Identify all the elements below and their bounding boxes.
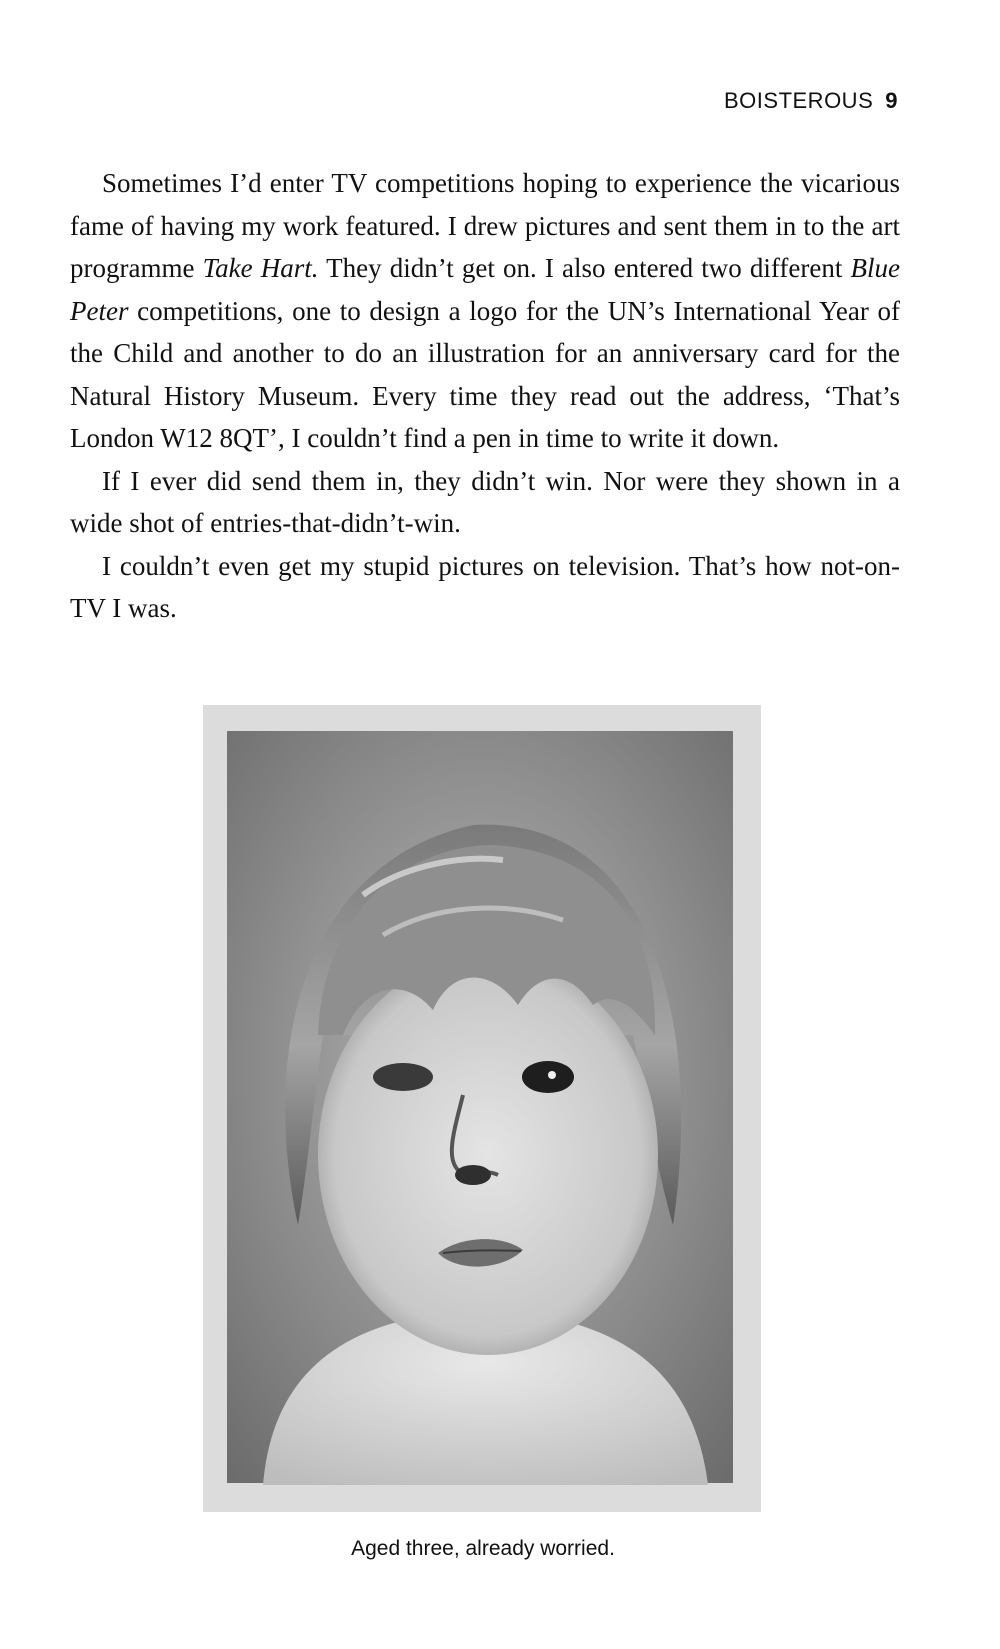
take-hart-title: Take Hart. — [202, 253, 319, 283]
running-head — [724, 88, 898, 114]
child-portrait-photo — [203, 705, 761, 1512]
page-number: 9 — [885, 88, 898, 113]
paragraph-1-part-3: competitions, one to design a logo for the UN’s International Year of the Child and another to do an illustration for an anniversary card for the Natural History Museum. Every time they read out the address, ‘That’s London W12 8QT’, I couldn’t find a pen in time to write it down. — [70, 295, 900, 453]
paragraph-1 — [70, 162, 900, 460]
paragraph-3: I couldn’t even get my stupid pictures on television. That’s how not-on-TV I was. — [70, 550, 900, 623]
portrait-illustration — [203, 705, 761, 1512]
blue-peter-title: Blue Peter — [70, 253, 900, 326]
section-title: BOISTEROUS — [724, 88, 874, 113]
paragraph-1-part-2: They didn’t get on. I also entered two different — [318, 253, 851, 283]
figure-caption: Aged three, already worried. — [351, 1537, 615, 1560]
paragraph-2: If I ever did send them in, they didn’t win. Nor were they shown in a wide shot of entries-that-didn’t-win. — [70, 465, 900, 538]
body-text — [70, 162, 900, 630]
paragraph-1-part-1: Sometimes I’d enter TV competitions hoping to experience the vicarious fame of having my work featured. I drew pictures and sent them in to the art programme — [70, 168, 900, 283]
